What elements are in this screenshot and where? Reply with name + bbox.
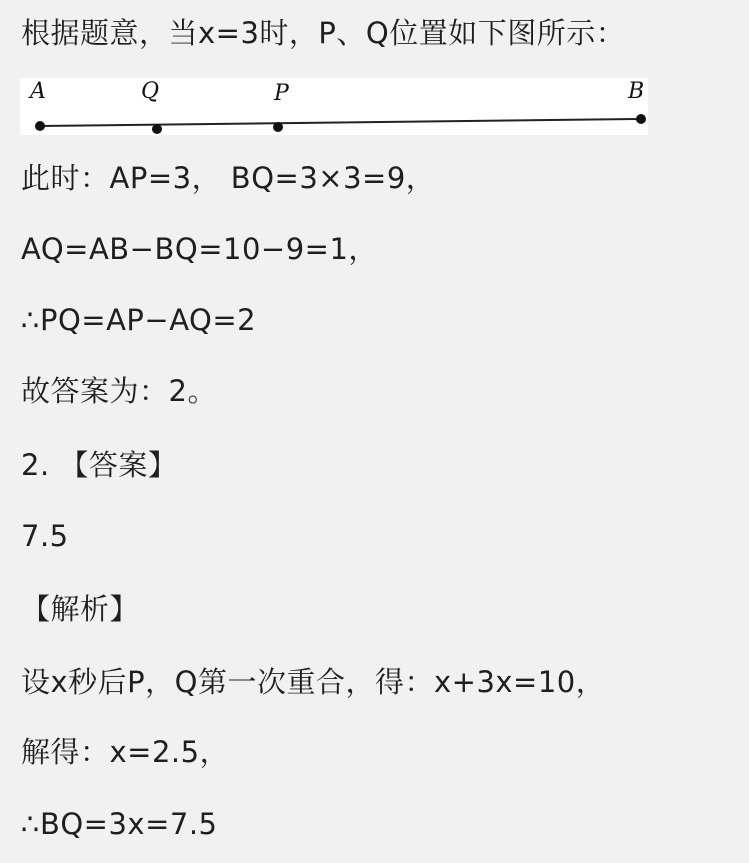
- analysis-line-1: 设x秒后P，Q第一次重合，得：x+3x=10，: [21, 665, 606, 699]
- label-a: A: [30, 79, 46, 104]
- segment-figure: [20, 78, 648, 135]
- question-2-heading: 2. 【答案】: [21, 448, 178, 482]
- segment-line: [40, 119, 641, 126]
- solution-line-1: 此时：AP=3， BQ=3×3=9，: [21, 161, 436, 195]
- analysis-heading: 【解析】: [21, 592, 140, 626]
- point-a: [35, 121, 45, 131]
- solution-line-3: ∴PQ=AP−AQ=2: [21, 303, 257, 337]
- analysis-line-3: ∴BQ=3x=7.5: [21, 807, 218, 841]
- label-p: P: [274, 81, 289, 106]
- answer-value: 7.5: [21, 519, 69, 553]
- solution-line-2: AQ=AB−BQ=10−9=1，: [21, 232, 378, 266]
- point-q: [152, 124, 162, 134]
- intro-line: 根据题意，当x=3时，P、Q位置如下图所示：: [21, 16, 626, 50]
- analysis-line-2: 解得：x=2.5，: [21, 735, 230, 769]
- label-q: Q: [141, 79, 160, 104]
- segment-diagram: [20, 78, 648, 135]
- point-p: [273, 122, 283, 132]
- point-b: [636, 114, 646, 124]
- label-b: B: [628, 79, 645, 104]
- answer-line: 故答案为：2。: [21, 374, 217, 408]
